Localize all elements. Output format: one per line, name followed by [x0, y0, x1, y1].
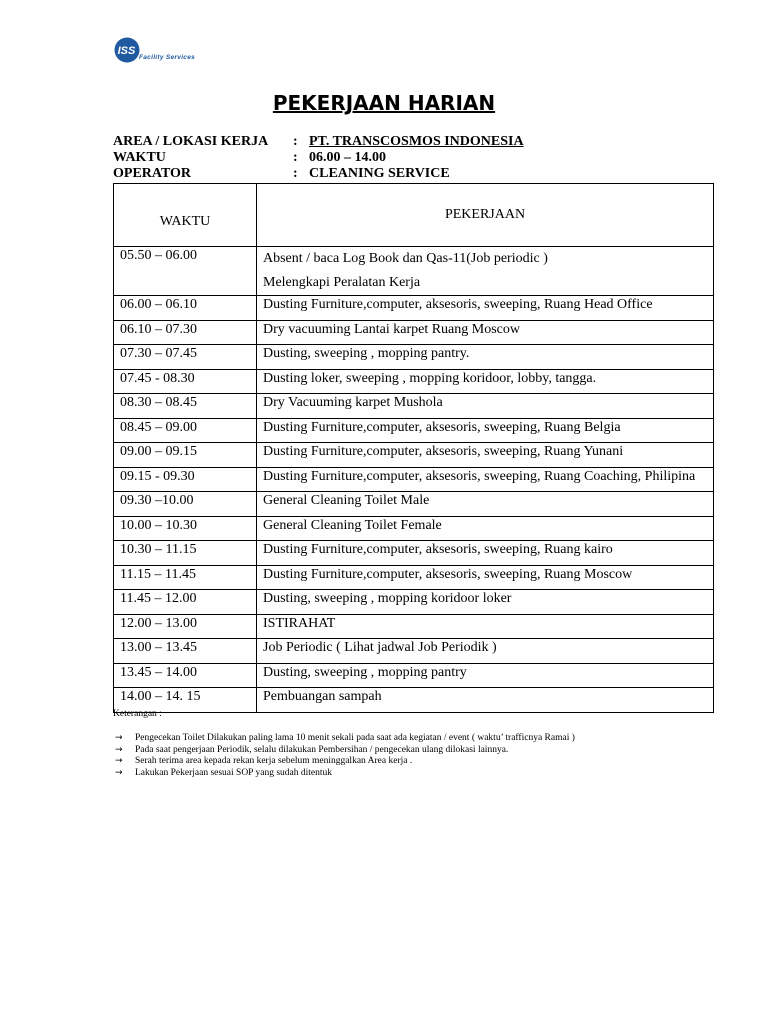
table-row	[114, 247, 714, 296]
table-row	[114, 320, 714, 345]
time-cell: 10.00 – 10.30	[114, 516, 257, 541]
table-header-row	[114, 184, 714, 247]
task-line: Absent / baca Log Book dan Qas-11(Job periodic )	[263, 251, 548, 266]
task-cell: Dusting Furniture,computer, aksesoris, sweeping, Ruang Belgia	[257, 418, 714, 443]
table-row	[114, 418, 714, 443]
table-row	[114, 688, 714, 713]
info-label: AREA / LOKASI KERJA	[113, 134, 269, 149]
info-block	[113, 134, 613, 182]
time-cell: 06.10 – 07.30	[114, 320, 257, 345]
time-cell: 14.00 – 14. 15	[114, 688, 257, 713]
column-header-pekerjaan: PEKERJAAN	[257, 184, 714, 247]
task-cell: Dusting Furniture,computer, aksesoris, sweeping, Ruang Head Office	[257, 296, 714, 321]
note-item	[113, 767, 332, 780]
task-cell	[257, 247, 714, 296]
table-row	[114, 541, 714, 566]
time-cell: 09.00 – 09.15	[114, 443, 257, 468]
page-title: PEKERJAAN HARIAN	[272, 91, 496, 115]
time-cell: 07.30 – 07.45	[114, 345, 257, 370]
note-text: Lakukan Pekerjaan sesuai SOP yang sudah ditentuk	[135, 767, 332, 778]
table-row	[114, 492, 714, 517]
task-cell: Pembuangan sampah	[257, 688, 714, 713]
note-text: Pada saat pengerjaan Periodik, selalu dilakukan Pembersihan / pengecekan ulang dilokasi lainnya.	[135, 744, 509, 755]
table-row	[114, 296, 714, 321]
task-cell: Dry vacuuming Lantai karpet Ruang Moscow	[257, 320, 714, 345]
time-cell: 11.15 – 11.45	[114, 565, 257, 590]
task-cell: General Cleaning Toilet Female	[257, 516, 714, 541]
task-cell: Dusting Furniture,computer, aksesoris, sweeping, Ruang Moscow	[257, 565, 714, 590]
time-cell: 09.30 –10.00	[114, 492, 257, 517]
time-cell: 13.45 – 14.00	[114, 663, 257, 688]
table-row	[114, 565, 714, 590]
notes-list	[113, 733, 575, 779]
table-row	[114, 394, 714, 419]
task-cell: General Cleaning Toilet Male	[257, 492, 714, 517]
table-row	[114, 345, 714, 370]
time-cell: 07.45 - 08.30	[114, 369, 257, 394]
info-value: CLEANING SERVICE	[309, 166, 450, 181]
time-cell: 09.15 - 09.30	[114, 467, 257, 492]
task-cell: Dusting Furniture,computer, aksesoris, sweeping, Ruang Yunani	[257, 443, 714, 468]
task-cell: Dry Vacuuming karpet Mushola	[257, 394, 714, 419]
time-cell: 05.50 – 06.00	[114, 247, 257, 296]
table-row	[114, 467, 714, 492]
info-label: OPERATOR	[113, 166, 192, 181]
table-row	[114, 639, 714, 664]
info-value: 06.00 – 14.00	[309, 150, 386, 165]
task-cell: Dusting, sweeping , mopping pantry	[257, 663, 714, 688]
notes-section	[113, 709, 575, 779]
task-cell: Dusting, sweeping , mopping pantry.	[257, 345, 714, 370]
note-item	[113, 744, 509, 757]
arrow-right-icon: →	[115, 733, 123, 743]
info-value: PT. TRANSCOSMOS INDONESIA	[309, 134, 524, 149]
note-item	[113, 756, 413, 768]
note-item	[113, 733, 575, 745]
task-cell: Dusting Furniture,computer, aksesoris, sweeping, Ruang kairo	[257, 541, 714, 566]
logo-abbr: ISS	[117, 45, 136, 57]
info-row-waktu	[113, 150, 613, 166]
task-cell: Job Periodic ( Lihat jadwal Job Periodik )	[257, 639, 714, 664]
info-label: WAKTU	[113, 150, 166, 165]
note-text: Pengecekan Toilet Dilakukan paling lama 10 menit sekali pada saat ada kegiatan / event ( waktu’ trafficnya Ramai )	[135, 733, 575, 743]
table-row	[114, 516, 714, 541]
time-cell: 10.30 – 11.15	[114, 541, 257, 566]
schedule-table	[113, 183, 714, 713]
task-line: Melengkapi Peralatan Kerja	[263, 275, 421, 290]
note-text: Serah terima area kepada rekan kerja sebelum meninggalkan Area kerja .	[135, 756, 413, 766]
iss-logo	[113, 36, 213, 64]
time-cell: 08.30 – 08.45	[114, 394, 257, 419]
logo-text: Facility Services	[139, 54, 196, 61]
info-colon: :	[293, 166, 298, 181]
time-cell: 13.00 – 13.45	[114, 639, 257, 664]
info-row-area	[113, 134, 613, 150]
task-cell: Dusting, sweeping , mopping koridoor loker	[257, 590, 714, 615]
info-colon: :	[293, 150, 298, 165]
time-cell: 08.45 – 09.00	[114, 418, 257, 443]
column-header-waktu: WAKTU	[114, 184, 257, 247]
arrow-right-icon: →	[115, 767, 123, 778]
table-row	[114, 614, 714, 639]
table-row	[114, 590, 714, 615]
table-row	[114, 369, 714, 394]
time-cell: 12.00 – 13.00	[114, 614, 257, 639]
time-cell: 11.45 – 12.00	[114, 590, 257, 615]
table-row	[114, 443, 714, 468]
table-row	[114, 663, 714, 688]
task-cell: Dusting loker, sweeping , mopping koridoor, lobby, tangga.	[257, 369, 714, 394]
notes-heading: Keterangan :	[113, 709, 162, 719]
task-cell: Dusting Furniture,computer, aksesoris, sweeping, Ruang Coaching, Philipina	[257, 467, 714, 492]
info-row-operator	[113, 166, 613, 182]
time-cell: 06.00 – 06.10	[114, 296, 257, 321]
arrow-right-icon: →	[115, 744, 123, 755]
task-cell: ISTIRAHAT	[257, 614, 714, 639]
info-colon: :	[293, 134, 298, 149]
arrow-right-icon: →	[115, 756, 123, 766]
